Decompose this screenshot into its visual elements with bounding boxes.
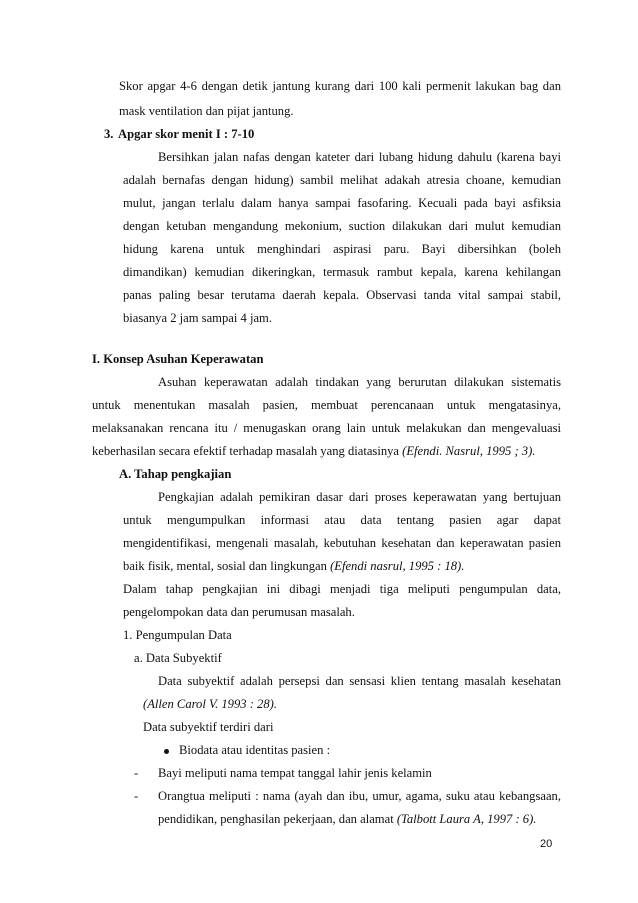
dash-item: Bayi meliputi nama tempat tanggal lahir jenis kelamin <box>158 766 432 780</box>
text-line: Pengkajian adalah pemikiran dasar dari proses keperawatan yang bertujuan <box>158 490 561 504</box>
text-line: mulut, jangan terlalu dalam hanya sampai fasofaring. Kecuali pada bayi asfiksia <box>123 196 561 210</box>
text-line: untuk mengumpulkan informasi atau data tentang pasien agar dapat <box>123 513 561 527</box>
text-line: mask ventilation dan pijat jantung. <box>119 104 294 118</box>
text-line: Dalam tahap pengkajian ini dibagi menjadi tiga meliputi pengumpulan data, <box>123 582 561 596</box>
text-run: baik fisik, mental, sosial dan lingkungan <box>123 559 331 573</box>
text-line: untuk menentukan masalah pasien, membuat perencanaan untuk mengatasinya, <box>92 398 561 412</box>
citation: (Allen Carol V. 1993 : 28). <box>143 697 277 711</box>
text-line: dimandikan) kemudian dikeringkan, termasuk rambut kepala, karena kehilangan <box>123 265 561 279</box>
subsection-heading: A. Tahap pengkajian <box>119 467 232 481</box>
list-number: 3. <box>104 127 114 141</box>
bullet-item <box>164 742 330 758</box>
page-number: 20 <box>540 838 553 850</box>
numbered-item: 1. Pengumpulan Data <box>123 628 232 642</box>
text-line: Skor apgar 4-6 dengan detik jantung kurang dari 100 kali permenit lakukan bag dan <box>119 79 561 93</box>
text-line: Data subyektif adalah persepsi dan sensasi klien tentang masalah kesehatan <box>158 674 561 688</box>
text-line: mengidentifikasi, mengenali masalah, kebutuhan kesehatan dan keperawatan pasien <box>123 536 561 550</box>
text-run: keberhasilan secara efektif terhadap masalah yang diatasinya <box>92 444 403 458</box>
text-line: Data subyektif terdiri dari <box>143 720 274 734</box>
lettered-item: a. Data Subyektif <box>134 651 222 665</box>
citation: (Efendi. Nasrul, 1995 ; 3). <box>402 444 536 458</box>
text-line: hidung karena untuk menghindari aspirasi paru. Bayi dibersihkan (boleh <box>123 242 561 256</box>
bullet-icon <box>164 749 169 754</box>
text-line: biasanya 2 jam sampai 4 jam. <box>123 311 272 325</box>
dash-marker: - <box>134 789 139 803</box>
text-line: dengan ketuban mengandung mekonium, suction dilakukan dari mulut kemudian <box>123 219 561 233</box>
section-heading: Apgar skor menit I : 7-10 <box>118 127 255 141</box>
section-heading: I. Konsep Asuhan Keperawatan <box>92 352 264 366</box>
bullet-text: Biodata atau identitas pasien : <box>179 743 331 757</box>
text-line: melaksanakan rencana itu / menugaskan orang lain untuk melakukan dan mengevaluasi <box>92 421 561 435</box>
dash-marker: - <box>134 766 139 780</box>
text-line: Asuhan keperawatan adalah tindakan yang berurutan dilakukan sistematis <box>158 375 561 389</box>
text-line <box>92 443 535 459</box>
text-line: Bersihkan jalan nafas dengan kateter dari lubang hidung dahulu (karena bayi <box>158 150 561 164</box>
text-line: adalah bernafas dengan hidung) sambil melihat adakah atresia choane, kemudian <box>123 173 561 187</box>
text-line: panas paling besar terutama daerah kepala. Observasi tanda vital sampai stabil, <box>123 288 561 302</box>
text-run: pendidikan, penghasilan pekerjaan, dan alamat <box>158 812 397 826</box>
citation: (Efendi nasrul, 1995 : 18). <box>330 559 465 573</box>
text-line <box>158 811 536 827</box>
text-line: pengelompokan data dan perumusan masalah. <box>123 605 355 619</box>
citation: (Talbott Laura A, 1997 : 6). <box>396 812 537 826</box>
text-line <box>123 558 464 574</box>
dash-item: Orangtua meliputi : nama (ayah dan ibu, umur, agama, suku atau kebangsaan, <box>158 789 561 803</box>
